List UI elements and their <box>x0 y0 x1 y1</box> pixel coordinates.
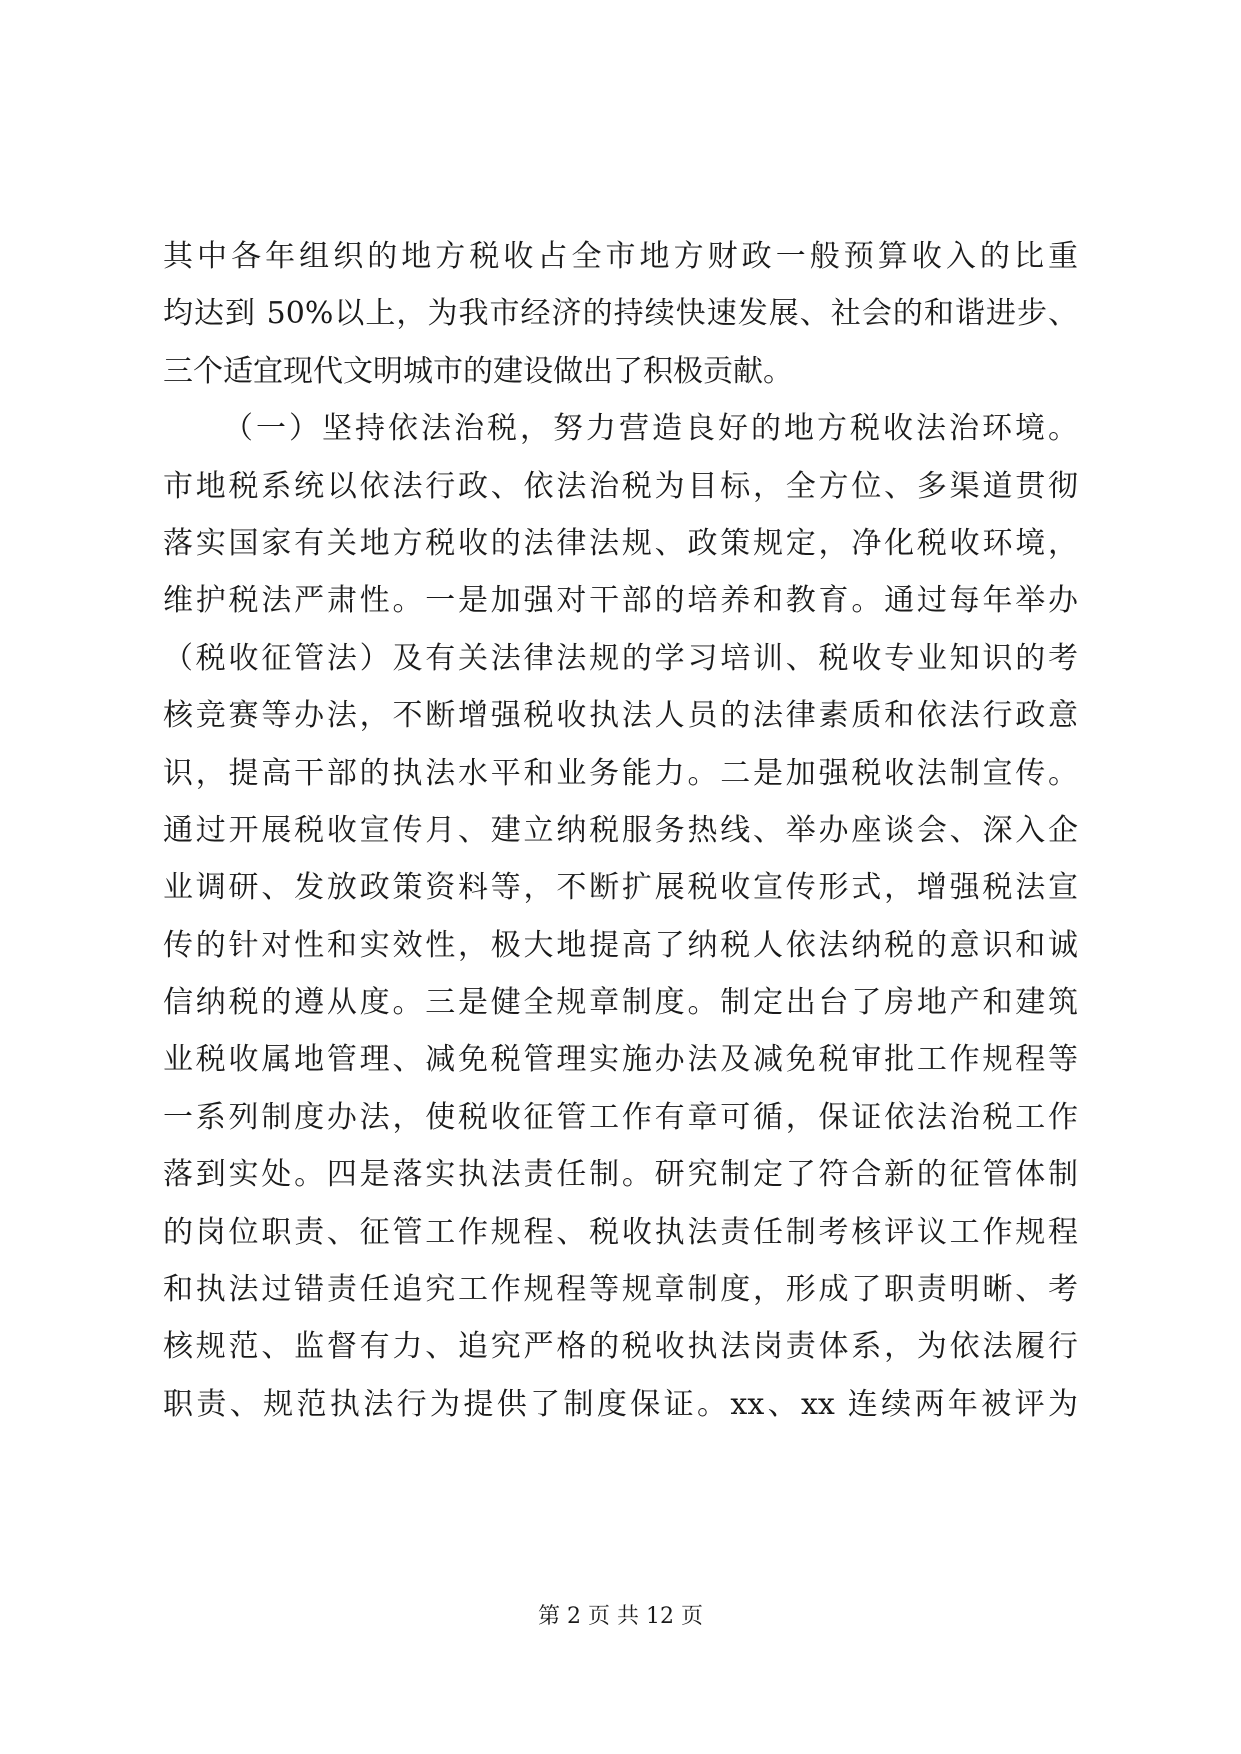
page-number-footer: 第 2 页 共 12 页 <box>538 1604 703 1629</box>
text-line-3: 三个适宜现代文明城市的建设做出了积极贡献。 <box>163 353 793 389</box>
text-line-16: 一系列制度办法，使税收征管工作有章可循，保证依法治税工作 <box>163 1099 1078 1135</box>
text-line-14: 信纳税的遵从度。三是健全规章制度。制定出台了房地产和建筑 <box>163 985 1078 1021</box>
text-line-11: 通过开展税收宣传月、建立纳税服务热线、举办座谈会、深入企 <box>163 812 1078 848</box>
text-line-9: 核竞赛等办法，不断增强税收执法人员的法律素质和依法行政意 <box>163 698 1078 734</box>
text-line-12: 业调研、发放政策资料等，不断扩展税收宣传形式，增强税法宣 <box>163 870 1078 906</box>
text-line-4-section-heading: （一）坚持依法治税，努力营造良好的地方税收法治环境。 <box>223 411 1078 447</box>
text-line-21: 职责、规范执法行为提供了制度保证。xx、xx 连续两年被评为 <box>163 1386 1078 1422</box>
text-line-7: 维护税法严肃性。一是加强对干部的培养和教育。通过每年举办 <box>163 583 1078 619</box>
text-line-10: 识，提高干部的执法水平和业务能力。二是加强税收法制宣传。 <box>163 755 1078 791</box>
text-line-13: 传的针对性和实效性，极大地提高了纳税人依法纳税的意识和诚 <box>163 927 1078 963</box>
text-line-8: （税收征管法）及有关法律法规的学习培训、税收专业知识的考 <box>163 640 1078 676</box>
text-line-20: 核规范、监督有力、追究严格的税收执法岗责体系，为依法履行 <box>163 1329 1078 1365</box>
text-line-15: 业税收属地管理、减免税管理实施办法及减免税审批工作规程等 <box>163 1042 1078 1078</box>
text-line-17: 落到实处。四是落实执法责任制。研究制定了符合新的征管体制 <box>163 1157 1078 1193</box>
body-text <box>163 228 1078 1433</box>
text-line-1: 其中各年组织的地方税收占全市地方财政一般预算收入的比重 <box>163 239 1078 274</box>
text-line-19: 和执法过错责任追究工作规程等规章制度，形成了职责明晰、考 <box>163 1272 1078 1308</box>
text-line-18: 的岗位职责、征管工作规程、税收执法责任制考核评议工作规程 <box>163 1214 1078 1250</box>
text-line-2: 均达到 50%以上，为我市经济的持续快速发展、社会的和谐进步、 <box>163 296 1078 332</box>
text-line-5: 市地税系统以依法行政、依法治税为目标，全方位、多渠道贯彻 <box>163 468 1078 504</box>
text-line-6: 落实国家有关地方税收的法律法规、政策规定，净化税收环境， <box>163 525 1078 561</box>
